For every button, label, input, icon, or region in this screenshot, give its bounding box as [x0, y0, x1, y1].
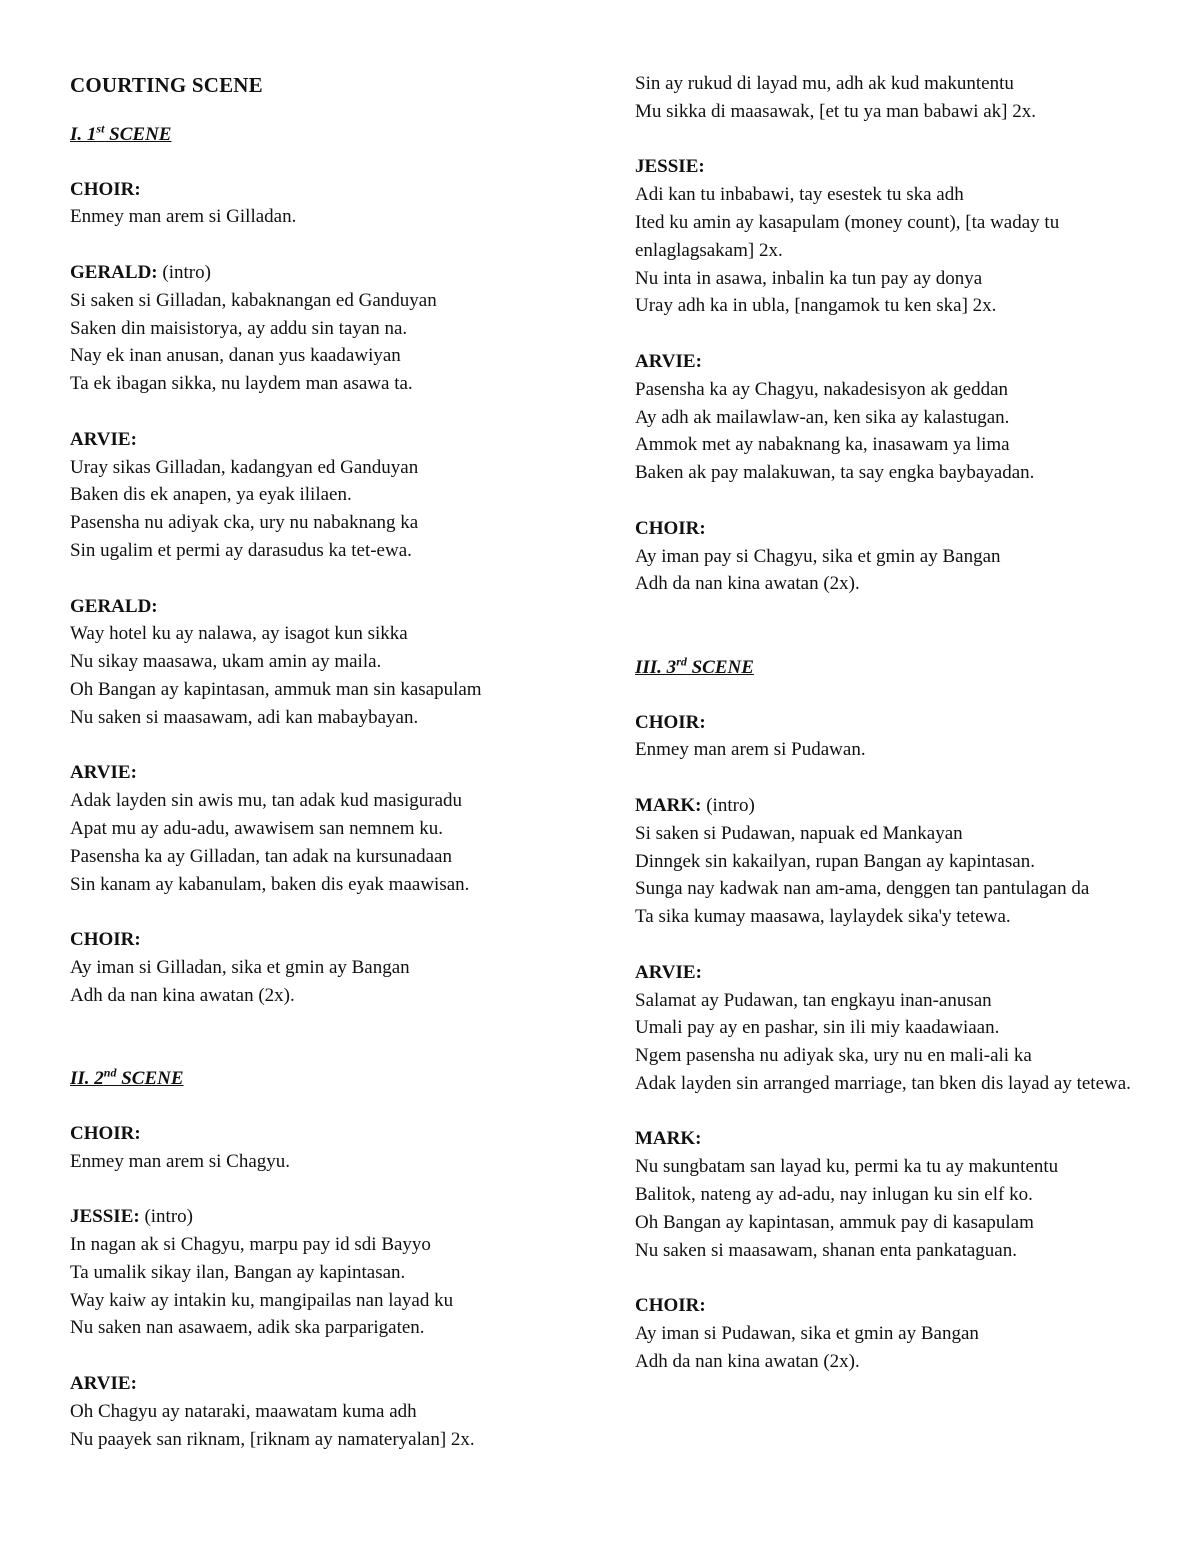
verse-line: Way kaiw ay intakin ku, mangipailas nan layad ku	[70, 1289, 454, 1311]
scene-number: III. 3	[635, 656, 677, 678]
verse-line: Adh da nan kina awatan (2x).	[635, 1350, 860, 1372]
verse-block	[70, 593, 570, 732]
verse-block	[635, 153, 1140, 320]
verse-line: Ited ku amin ay kasapulam (money count), [ta waday tu enlaglagsakam] 2x.	[635, 211, 1060, 261]
verse-line: Adh da nan kina awatan (2x).	[635, 573, 860, 595]
verse-line: Nu inta in asawa, inbalin ka tun pay ay donya	[635, 267, 983, 289]
scene-label: SCENE	[104, 123, 172, 145]
verse-block	[70, 426, 570, 565]
document-title: COURTING SCENE	[70, 73, 263, 97]
verse-line: Enmey man arem si Pudawan.	[635, 739, 866, 761]
verse-line: Sunga nay kadwak nan am-ama, denggen tan pantulagan da	[635, 878, 1090, 900]
verse-line: Pasensha ka ay Gilladan, tan adak na kursunadaan	[70, 845, 452, 867]
scene-label: SCENE	[686, 656, 754, 678]
verse-block	[70, 1203, 570, 1342]
verse-block	[635, 1125, 1140, 1264]
speaker-label: JESSIE:	[70, 1206, 140, 1228]
scene-heading	[70, 1065, 570, 1093]
scene-ordinal-suffix: rd	[676, 654, 687, 669]
speaker-label: ARVIE:	[70, 762, 137, 784]
verse-line: Sin kanam ay kabanulam, baken dis eyak maawisan.	[70, 873, 470, 895]
speaker-label: MARK:	[635, 1128, 702, 1150]
verse-line: Apat mu ay adu-adu, awawisem san nemnem ku.	[70, 817, 444, 839]
verse-line: Nu saken si maasawam, shanan enta pankataguan.	[635, 1239, 1017, 1261]
verse-line: Umali pay ay en pashar, sin ili miy kaadawiaan.	[635, 1017, 1000, 1039]
verse-line: Balitok, nateng ay ad-adu, nay inlugan ku sin elf ko.	[635, 1184, 1033, 1206]
verse-block	[70, 926, 570, 1009]
speaker-label: CHOIR:	[635, 1295, 706, 1317]
verse-block	[70, 1120, 570, 1176]
verse-line: Adak layden sin arranged marriage, tan bken dis layad ay tetewa.	[635, 1072, 1131, 1094]
verse-line: Si saken si Pudawan, napuak ed Mankayan	[635, 822, 963, 844]
verse-line: Ta sika kumay maasawa, laylaydek sika'y tetewa.	[635, 906, 1011, 928]
verse-line: Pasensha nu adiyak cka, ury nu nabaknang ka	[70, 512, 419, 534]
verse-block	[635, 792, 1140, 931]
scene-ordinal-suffix: st	[96, 121, 105, 136]
verse-block	[70, 759, 570, 898]
verse-line: Oh Bangan ay kapintasan, ammuk man sin kasapulam	[70, 678, 482, 700]
speaker-label: ARVIE:	[635, 961, 702, 983]
verse-line: Salamat ay Pudawan, tan engkayu inan-anusan	[635, 989, 992, 1011]
verse-line: Enmey man arem si Gilladan.	[70, 206, 297, 228]
verse-line: Ay adh ak mailawlaw-an, ken sika ay kalastugan.	[635, 406, 1010, 428]
scene-label: SCENE	[116, 1068, 184, 1090]
verse-line: Pasensha ka ay Chagyu, nakadesisyon ak geddan	[635, 378, 1009, 400]
verse-block	[635, 348, 1140, 487]
verse-line: Oh Chagyu ay nataraki, maawatam kuma adh	[70, 1400, 417, 1422]
verse-line: Dinngek sin kakailyan, rupan Bangan ay kapintasan.	[635, 850, 1035, 872]
speaker-label: CHOIR:	[635, 517, 706, 539]
speaker-label: ARVIE:	[70, 1373, 137, 1395]
verse-block	[635, 515, 1140, 598]
speaker-label: JESSIE:	[635, 156, 705, 178]
verse-line: Nay ek inan anusan, danan yus kaadawiyan	[70, 345, 401, 367]
verse-line: Uray adh ka in ubla, [nangamok tu ken ska] 2x.	[635, 295, 997, 317]
verse-block	[70, 259, 570, 398]
verse-line: Adak layden sin awis mu, tan adak kud masiguradu	[70, 790, 463, 812]
verse-line: Ay iman si Gilladan, sika et gmin ay Bangan	[70, 956, 410, 978]
verse-block	[70, 1370, 570, 1453]
verse-line: Ta ek ibagan sikka, nu laydem man asawa ta.	[70, 373, 413, 395]
verse-line: Nu saken nan asawaem, adik ska parparigaten.	[70, 1317, 425, 1339]
verse-line: Nu saken si maasawam, adi kan mabaybayan.	[70, 706, 419, 728]
scene-heading	[70, 121, 570, 149]
verse-line: Nu paayek san riknam, [riknam ay namateryalan] 2x.	[70, 1428, 475, 1450]
verse-block	[635, 959, 1140, 1098]
speaker-label: CHOIR:	[635, 711, 706, 733]
verse-line: Baken ak pay malakuwan, ta say engka baybayadan.	[635, 462, 1035, 484]
speaker-note: (intro)	[701, 794, 755, 816]
scene-heading	[635, 654, 1140, 682]
verse-block	[635, 1292, 1140, 1375]
scene-number: I. 1	[70, 123, 97, 145]
verse-line: Uray sikas Gilladan, kadangyan ed Ganduyan	[70, 456, 419, 478]
verse-block	[70, 176, 570, 232]
verse-line: Si saken si Gilladan, kabaknangan ed Ganduyan	[70, 289, 437, 311]
speaker-label: GERALD:	[70, 595, 158, 617]
verse-line: In nagan ak si Chagyu, marpu pay id sdi Bayyo	[70, 1234, 431, 1256]
scene-ordinal-suffix: nd	[103, 1065, 117, 1080]
verse-block-continued	[635, 70, 1140, 126]
verse-line: Ta umalik sikay ilan, Bangan ay kapintasan.	[70, 1261, 406, 1283]
verse-line: Way hotel ku ay nalawa, ay isagot kun sikka	[70, 623, 408, 645]
verse-block	[635, 709, 1140, 765]
verse-line: Ngem pasensha nu adiyak ska, ury nu en mali-ali ka	[635, 1045, 1032, 1067]
speaker-label: MARK:	[635, 794, 702, 816]
verse-line: Oh Bangan ay kapintasan, ammuk pay di kasapulam	[635, 1211, 1034, 1233]
verse-line: Baken dis ek anapen, ya eyak ililaen.	[70, 484, 352, 506]
verse-line: Sin ugalim et permi ay darasudus ka tet-ewa.	[70, 539, 412, 561]
verse-line: Mu sikka di maasawak, [et tu ya man babawi ak] 2x.	[635, 100, 1036, 122]
scene-number: II. 2	[70, 1068, 104, 1090]
verse-line: Nu sungbatam san layad ku, permi ka tu ay makuntentu	[635, 1156, 1059, 1178]
speaker-label: CHOIR:	[70, 1122, 141, 1144]
left-column	[70, 70, 570, 1453]
verse-line: Saken din maisistorya, ay addu sin tayan na.	[70, 317, 408, 339]
speaker-note: (intro)	[157, 261, 211, 283]
verse-line: Ay iman pay si Chagyu, sika et gmin ay Bangan	[635, 545, 1001, 567]
right-column	[635, 70, 1140, 1403]
verse-line: Adi kan tu inbabawi, tay esestek tu ska adh	[635, 184, 964, 206]
verse-line: Adh da nan kina awatan (2x).	[70, 984, 295, 1006]
verse-line: Ay iman si Pudawan, sika et gmin ay Bangan	[635, 1323, 979, 1345]
speaker-label: CHOIR:	[70, 929, 141, 951]
verse-line: Nu sikay maasawa, ukam amin ay maila.	[70, 651, 382, 673]
speaker-label: GERALD:	[70, 261, 158, 283]
verse-line: Enmey man arem si Chagyu.	[70, 1150, 291, 1172]
verse-line: Ammok met ay nabaknang ka, inasawam ya lima	[635, 434, 1010, 456]
speaker-label: CHOIR:	[70, 178, 141, 200]
speaker-label: ARVIE:	[635, 350, 702, 372]
verse-line: Sin ay rukud di layad mu, adh ak kud makuntentu	[635, 73, 1014, 94]
speaker-note: (intro)	[139, 1206, 193, 1228]
speaker-label: ARVIE:	[70, 428, 137, 450]
